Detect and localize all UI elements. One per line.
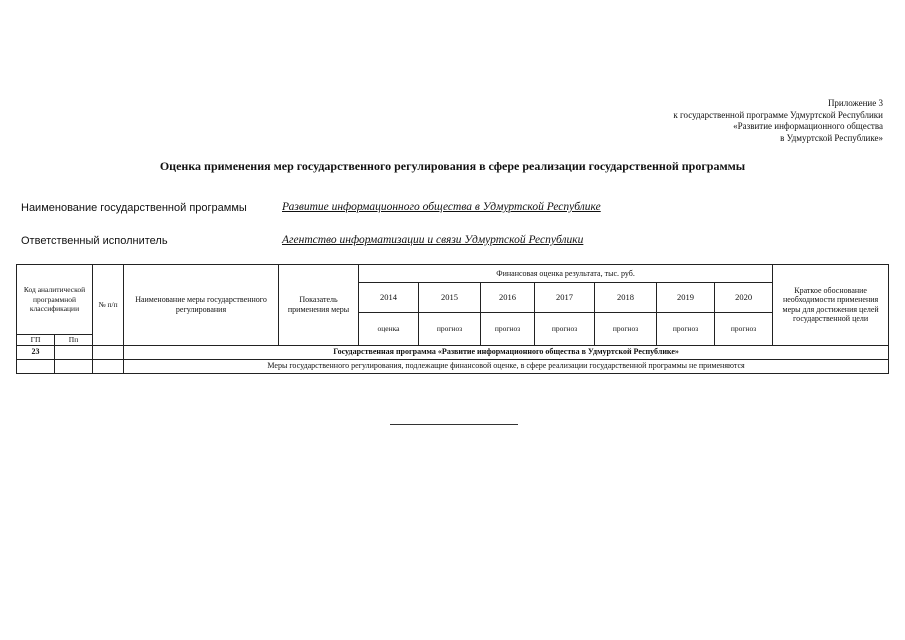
appendix-block <box>673 98 883 144</box>
justification-header: Краткое обоснование необходимости применения меры для достижения целей государственной цели <box>773 265 889 346</box>
appendix-line-3: «Развитие информационного общества <box>733 121 883 131</box>
finance-header: Финансовая оценка результата, тыс. руб. <box>359 265 773 283</box>
year-2019: 2019 <box>657 283 715 313</box>
number-header: № п/п <box>93 265 124 346</box>
pp-code-cell <box>55 345 93 359</box>
measures-note-row: Меры государственного регулирования, подлежащие финансовой оценке, в сфере реализации государственной программы не применяются <box>124 359 889 373</box>
year-2020: 2020 <box>715 283 773 313</box>
kind-2014: оценка <box>359 313 419 346</box>
footer-divider <box>390 424 518 425</box>
kind-2018: прогноз <box>595 313 657 346</box>
kind-2017: прогноз <box>535 313 595 346</box>
year-2014: 2014 <box>359 283 419 313</box>
pp-header: Пп <box>55 335 93 346</box>
program-name-value: Развитие информационного общества в Удмуртской Республике <box>282 201 601 213</box>
regulation-table <box>16 264 889 374</box>
year-2017: 2017 <box>535 283 595 313</box>
gp-code-cell: 23 <box>17 345 55 359</box>
program-row: Государственная программа «Развитие информационного общества в Удмуртской Республике» <box>124 345 889 359</box>
indicator-header: Показатель применения меры <box>279 265 359 346</box>
gp-header: ГП <box>17 335 55 346</box>
gp-empty-cell <box>17 359 55 373</box>
document-title: Оценка применения мер государственного регулирования в сфере реализации государственной программы <box>159 159 746 173</box>
kind-2020: прогноз <box>715 313 773 346</box>
year-2015: 2015 <box>419 283 481 313</box>
code-header: Код аналитической программной классификации <box>17 265 93 335</box>
kind-2015: прогноз <box>419 313 481 346</box>
kind-2016: прогноз <box>481 313 535 346</box>
year-2016: 2016 <box>481 283 535 313</box>
measure-name-header: Наименование меры государственного регулирования <box>124 265 279 346</box>
number-cell <box>93 345 124 359</box>
appendix-line-2: к государственной программе Удмуртской Республики <box>673 109 883 120</box>
executor-value: Агентство информатизации и связи Удмуртской Республики <box>282 234 584 246</box>
appendix-line-1: Приложение 3 <box>827 98 883 108</box>
appendix-line-4: в Удмуртской Республике» <box>780 132 883 143</box>
kind-2019: прогноз <box>657 313 715 346</box>
year-2018: 2018 <box>595 283 657 313</box>
number-empty-cell <box>93 359 124 373</box>
pp-empty-cell <box>55 359 93 373</box>
program-name-label: Наименование государственной программы <box>21 202 247 214</box>
executor-label: Ответственный исполнитель <box>21 235 168 247</box>
